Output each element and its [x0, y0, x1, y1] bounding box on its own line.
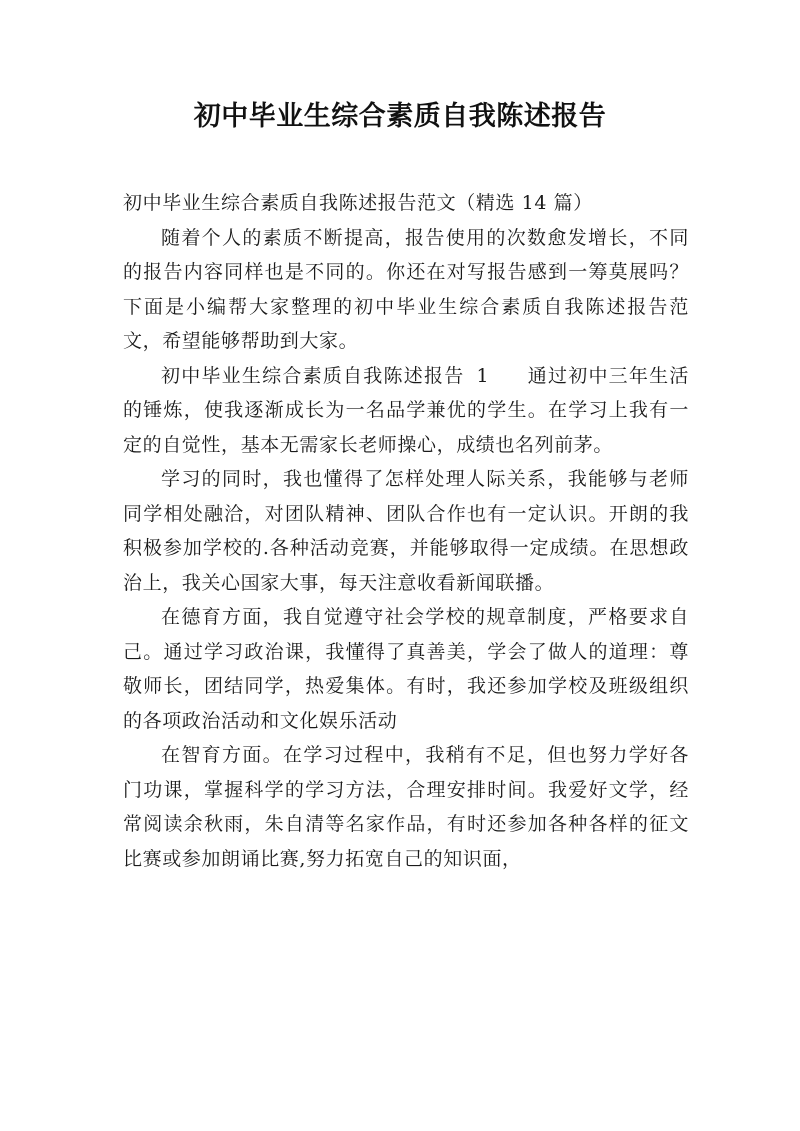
document-subtitle: 初中毕业生综合素质自我陈述报告范文（精选 14 篇）	[123, 192, 593, 214]
document-body	[123, 186, 689, 876]
report-1-paragraph	[123, 359, 689, 463]
report-1-text: 通过初中三年生活的锤炼，使我逐渐成长为一名品学兼优的学生。在学习上我有一定的自觉性，基本无需家长老师操心，成绩也名列前茅。	[123, 364, 689, 456]
body-paragraph: 在智育方面。在学习过程中，我稍有不足，但也努力学好各门功课，掌握科学的学习方法，合理安排时间。我爱好文学，经常阅读余秋雨，朱自清等名家作品，有时还参加各种各样的征文比赛或参加朗诵比赛,努力拓宽自己的知识面，	[123, 744, 689, 870]
report-1-heading: 初中毕业生综合素质自我陈述报告	[161, 364, 465, 387]
intro-paragraph: 随着个人的素质不断提高，报告使用的次数愈发增长，不同的报告内容同样也是不同的。你还在对写报告感到一筹莫展吗？下面是小编帮大家整理的初中毕业生综合素质自我陈述报告范文，希望能够帮助到大家。	[123, 226, 689, 352]
report-1-number: 1	[476, 364, 490, 387]
document-title: 初中毕业生综合素质自我陈述报告	[193, 101, 607, 132]
body-paragraph: 在德育方面，我自觉遵守社会学校的规章制度，严格要求自己。通过学习政治课，我懂得了真善美，学会了做人的道理：尊敬师长，团结同学，热爱集体。有时，我还参加学校及班级组织的各项政治活动和文化娱乐活动	[123, 606, 689, 732]
body-paragraph: 学习的同时，我也懂得了怎样处理人际关系，我能够与老师同学相处融洽，对团队精神、团队合作也有一定认识。开朗的我积极参加学校的.各种活动竞赛，并能够取得一定成绩。在思想政治上，我关心国家大事，每天注意收看新闻联播。	[123, 468, 689, 594]
